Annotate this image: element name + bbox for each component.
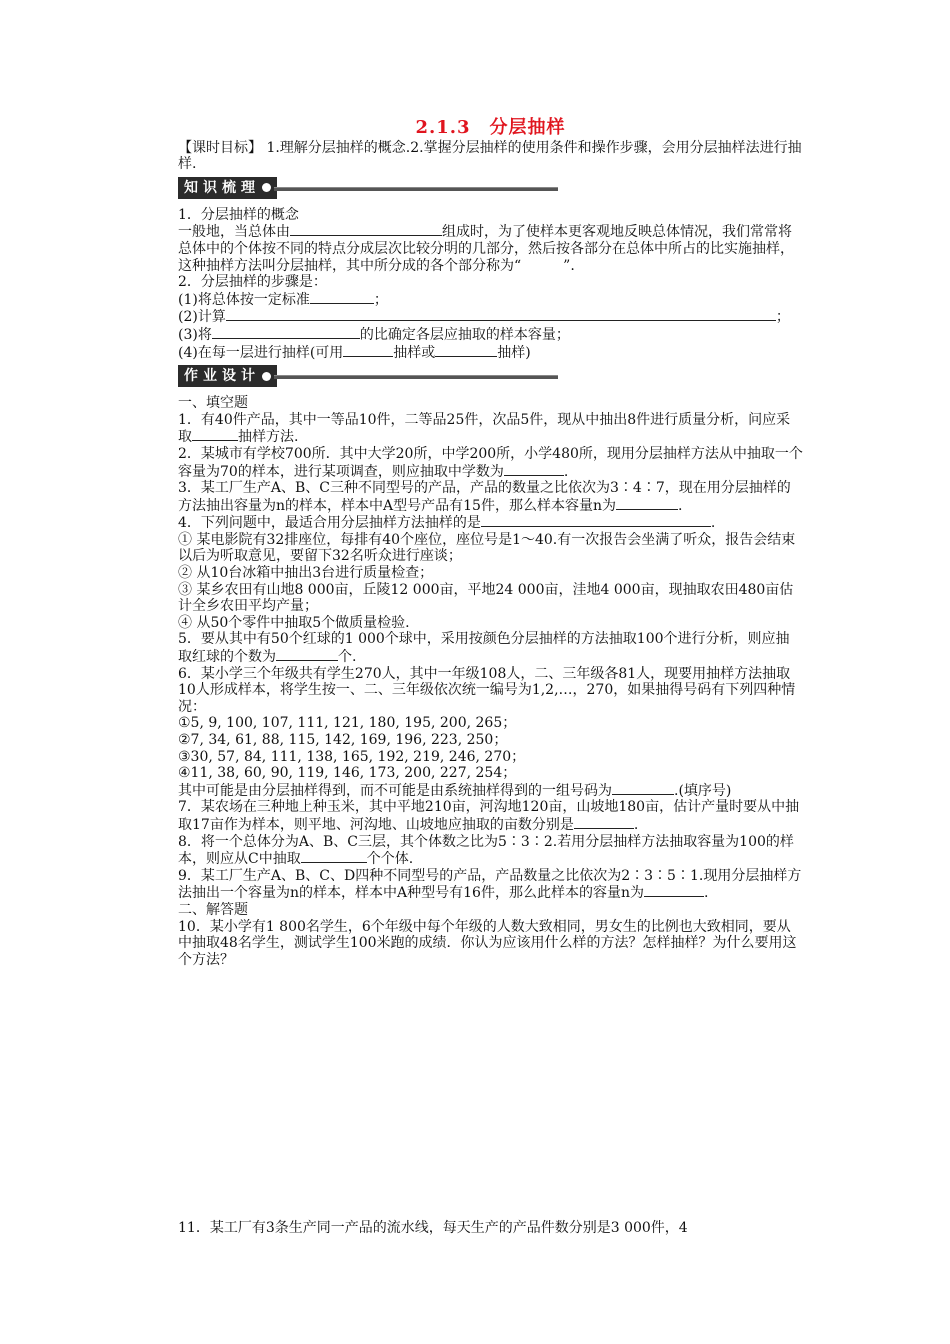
question-10: 10．某小学有1 800名学生，6个年级中每个年级的人数大致相同，男女生的比例也大致相同，要从中抽取48名学生，测试学生100米跑的成绩．你认为应该用什么样的方法？怎样抽样？为什么要用这个方法？	[178, 918, 797, 968]
fill-blank	[276, 648, 338, 661]
question-4-option-1: ① 某电影院有32排座位，每排有40个座位，座位号是1～40.有一次报告会坐满了听众，报告会结束以后为听取意见，要留下32名听众进行座谈；	[178, 531, 796, 565]
fill-blank	[481, 514, 711, 527]
question-4-option-2: ② 从10台冰箱中抽出3台进行质量检查；	[178, 565, 434, 582]
lesson-objective: 【课时目标】 1.理解分层抽样的概念.2.掌握分层抽样的使用条件和操作步骤，会用分层抽样法进行抽样.	[178, 139, 802, 173]
step-4: (4)在每一层进行抽样(可用 抽样或 抽样)	[178, 344, 531, 361]
section-divider	[274, 187, 558, 191]
answer-space	[178, 968, 803, 1220]
bullet-dot-icon	[262, 372, 271, 381]
question-6-option-4: ④11, 38, 60, 90, 119, 146, 173, 200, 227, 254；	[178, 765, 517, 782]
question-3: 3．某工厂生产A、B、C三种不同型号的产品，产品的数量之比依次为3∶4∶7，现在用分层抽样的方法抽出容量为n的样本，样本中A型号产品有15件，那么样本容量n为 .	[178, 480, 791, 514]
knowledge-paragraph-1: 一般地，当总体由 组成时，为了使样本更客观地反映总体情况，我们常常将总体中的个体按不同的特点分成层次比较分明的几部分，然后按各部分在总体中所占的比实施抽样，这种抽样方法叫分层抽样，其中所分成的各个部分称为“ ”.	[178, 224, 794, 274]
fill-blank	[612, 782, 674, 795]
question-6-ending: 其中可能是由分层抽样得到，而不可能是由系统抽样得到的一组号码为 .(填序号)	[178, 782, 732, 799]
question-4-option-3: ③ 某乡农田有山地8 000亩，丘陵12 000亩，平地24 000亩，洼地4 000亩，现抽取农田480亩估计全乡农田平均产量；	[178, 581, 794, 615]
fill-blank	[343, 344, 393, 357]
fill-blank	[435, 344, 497, 357]
question-6-option-2: ②7, 34, 61, 88, 115, 142, 169, 196, 223, 250；	[178, 732, 508, 748]
fill-blank	[310, 291, 374, 304]
question-2: 2．某城市有学校700所．其中大学20所，中学200所，小学480所，现用分层抽样方法从中抽取一个容量为70的样本，进行某项调查，则应抽取中学数为 .	[178, 445, 803, 480]
knowledge-heading-1: 1．分层抽样的概念	[178, 206, 299, 223]
question-11: 11．某工厂有3条生产同一产品的流水线，每天生产的产品件数分别是3 000件，4	[178, 1220, 688, 1237]
fill-blank	[301, 850, 367, 863]
question-4-option-4: ④ 从50个零件中抽取5个做质量检验.	[178, 614, 410, 631]
question-9: 9．某工厂生产A、B、C、D四种不同型号的产品，产品数量之比依次为2∶3∶5∶1.现用分层抽样方法抽出一个容量为n的样本，样本中A种型号有16件，那么此样本的容量n为 .	[178, 867, 802, 902]
question-6: 6．某小学三个年级共有学生270人，其中一年级108人，二、三年级各81人，现要用抽样方法抽取10人形成样本，将学生按一、二、三年级依次统一编号为1,2,…，270，如果抽得号码有下列四种情况：	[178, 665, 796, 715]
question-7: 7．某农场在三种地上种玉米，其中平地210亩，河沟地120亩，山坡地180亩，估计产量时要从中抽取17亩作为样本，则平地、河沟地、山坡地应抽取的亩数分别是 .	[178, 799, 800, 833]
section-title-knowledge: 知识梳理	[184, 179, 260, 196]
question-6-option-1: ①5, 9, 100, 107, 111, 121, 180, 195, 200, 265；	[178, 715, 517, 732]
fill-blank	[644, 884, 704, 897]
question-5: 5．要从其中有50个红球的1 000个球中，采用按颜色分层抽样的方法抽取100个进行分析，则应抽取红球的个数为 个.	[178, 631, 790, 666]
section-header-knowledge	[178, 177, 803, 199]
fill-blank	[290, 223, 442, 236]
fill-blank	[504, 463, 564, 476]
bullet-dot-icon	[262, 183, 271, 192]
fill-blank	[574, 816, 634, 829]
fill-blank	[192, 428, 238, 441]
question-8: 8．将一个总体分为A、B、C三层，其个体数之比为5∶3∶2.若用分层抽样方法抽取容量为100的样本，则应从C中抽取 个个体.	[178, 833, 794, 868]
section-header-homework	[178, 365, 803, 387]
knowledge-heading-2: 2．分层抽样的步骤是：	[178, 274, 327, 291]
fill-blank	[226, 308, 776, 321]
part-heading-fill: 一、填空题	[178, 395, 248, 412]
step-3: (3)将 的比确定各层应抽取的样本容量；	[178, 326, 570, 343]
step-2: (2)计算 ；	[178, 309, 790, 326]
step-1: (1)将总体按一定标准 ；	[178, 291, 388, 308]
question-1: 1．有40件产品，其中一等品10件，二等品25件，次品5件，现从中抽出8件进行质量分析，问应采取 抽样方法.	[178, 411, 791, 446]
section-title-homework: 作业设计	[184, 368, 260, 385]
document-page	[178, 117, 803, 1237]
fill-blank	[616, 497, 678, 510]
fill-blank	[212, 326, 360, 339]
page-title: 2.1.3 分层抽样	[415, 117, 566, 138]
part-heading-answer: 二、解答题	[178, 901, 248, 918]
question-6-option-3: ③30, 57, 84, 111, 138, 165, 192, 219, 246, 270；	[178, 748, 526, 765]
question-4: 4．下列问题中，最适合用分层抽样方法抽样的是 .	[178, 515, 716, 532]
section-divider	[274, 375, 558, 379]
